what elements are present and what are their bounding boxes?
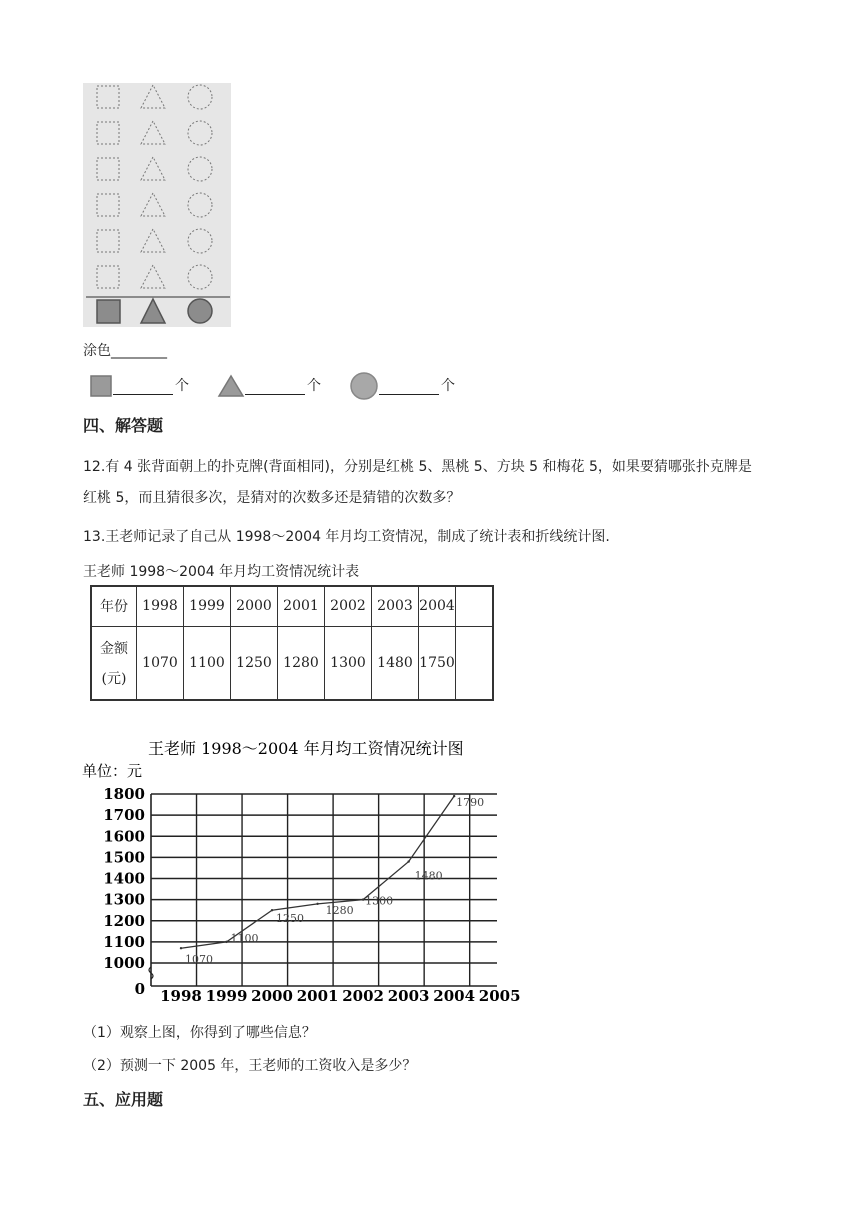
square-count-blank[interactable] xyxy=(113,377,173,395)
question-12-line2: 红桃 5，而且猜很多次，是猜对的次数多还是猜错的次数多？ xyxy=(83,490,461,506)
table-cell: 1480 xyxy=(372,626,419,700)
circle-gray-icon xyxy=(349,371,379,401)
y-tick-label: 1800 xyxy=(103,785,145,803)
triangle-gray-icon xyxy=(217,374,245,398)
dashed-circle-icon xyxy=(188,121,212,145)
data-label: 1070 xyxy=(185,953,213,967)
y-tick-label: 1300 xyxy=(103,890,145,909)
table-row xyxy=(91,586,493,626)
salary-table-wrap xyxy=(90,585,494,701)
x-tick-label: 2001 xyxy=(296,987,339,1005)
table-cell: 1998 xyxy=(137,586,184,626)
table-cell: 1999 xyxy=(184,586,231,626)
table-cell: 2002 xyxy=(325,586,372,626)
dashed-circle-icon xyxy=(188,229,212,253)
dashed-square-icon xyxy=(97,122,119,144)
paint-label: 涂色________ xyxy=(83,343,167,359)
table-cell: 1280 xyxy=(278,626,325,700)
dashed-square-icon xyxy=(97,86,119,108)
dashed-circle-icon xyxy=(188,85,212,109)
table-cell: 1750 xyxy=(419,626,456,700)
data-point xyxy=(225,941,227,943)
table-cell: 1070 xyxy=(137,626,184,700)
salary-table xyxy=(90,585,494,701)
table-cell: 2004 xyxy=(419,586,456,626)
table-cell xyxy=(456,586,494,626)
table-header-year: 年份 xyxy=(91,586,137,626)
data-point xyxy=(453,795,455,797)
filled-triangle-icon xyxy=(141,299,165,323)
x-tick-label: 2005 xyxy=(478,987,521,1005)
salary-line-chart xyxy=(78,730,528,1008)
table-cell: 2001 xyxy=(278,586,325,626)
y-tick-label: 1200 xyxy=(103,911,145,930)
table-cell: 1300 xyxy=(325,626,372,700)
y-tick-label: 1700 xyxy=(103,806,145,825)
table-header-amount: 金额 (元) xyxy=(91,626,137,700)
fill-count-row xyxy=(89,371,455,401)
x-tick-label: 2000 xyxy=(251,987,293,1005)
chart-title: 王老师 1998～2004 年月均工资情况统计图 xyxy=(148,739,464,758)
x-tick-label: 2003 xyxy=(387,987,430,1005)
question-13-sub1: （1）观察上图，你得到了哪些信息？ xyxy=(83,1025,316,1041)
unit-label: 个 xyxy=(441,378,455,394)
dashed-square-icon xyxy=(97,266,119,288)
question-12-line1: 12.有 4 张背面朝上的扑克牌(背面相同)，分别是红桃 5、黑桃 5、方块 5 和梅花 5，如果要猜哪张扑克牌是 xyxy=(83,459,752,475)
dashed-triangle-icon xyxy=(141,157,165,180)
unit-label: 个 xyxy=(307,378,321,394)
data-label: 1300 xyxy=(365,894,394,908)
x-tick-label: 1998 xyxy=(160,987,202,1005)
dashed-square-icon xyxy=(97,194,119,216)
section-title-5: 五、应用题 xyxy=(83,1090,164,1109)
dashed-circle-icon xyxy=(188,157,212,181)
triangle-count-blank[interactable] xyxy=(245,377,305,395)
x-tick-label: 2004 xyxy=(433,987,476,1005)
table-cell: 2000 xyxy=(231,586,278,626)
data-point xyxy=(316,903,318,905)
x-tick-label: 1999 xyxy=(205,987,248,1005)
y-tick-label: 1500 xyxy=(103,848,145,867)
shape-grid xyxy=(83,83,231,327)
dashed-triangle-icon xyxy=(141,193,165,216)
data-label: 1250 xyxy=(276,912,305,926)
data-label: 1790 xyxy=(456,796,485,810)
y-tick-label: 1100 xyxy=(103,932,145,951)
data-label: 1280 xyxy=(325,903,354,917)
circle-count-blank[interactable] xyxy=(379,377,439,395)
table-cell: 1100 xyxy=(184,626,231,700)
y-tick-label: 1000 xyxy=(103,954,145,972)
dashed-triangle-icon xyxy=(141,229,165,252)
series-line xyxy=(181,796,454,948)
table-row xyxy=(91,626,493,700)
x-tick-label: 2002 xyxy=(342,987,384,1005)
table-cell: 2003 xyxy=(372,586,419,626)
section-title-4: 四、解答题 xyxy=(83,416,164,435)
filled-square-icon xyxy=(97,300,120,323)
question-13-intro: 13.王老师记录了自己从 1998～2004 年月均工资情况，制成了统计表和折线统计图. xyxy=(83,529,610,545)
data-point xyxy=(180,947,182,949)
y-tick-label: 0 xyxy=(134,980,145,998)
data-point xyxy=(271,909,273,911)
question-12 xyxy=(83,456,793,509)
chart-ylabel: 单位：元 xyxy=(82,762,143,780)
question-13-sub2: （2）预测一下 2005 年，王老师的工资收入是多少？ xyxy=(83,1058,417,1074)
table-caption: 王老师 1998～2004 年月均工资情况统计表 xyxy=(83,564,360,580)
y-tick-label: 1600 xyxy=(103,827,145,846)
dashed-triangle-icon xyxy=(141,121,165,144)
data-label: 1480 xyxy=(414,869,443,883)
data-label: 1100 xyxy=(230,931,259,945)
y-tick-label: 1400 xyxy=(103,869,145,888)
dashed-circle-icon xyxy=(188,265,212,289)
data-point xyxy=(362,898,364,900)
dashed-square-icon xyxy=(97,230,119,252)
table-cell: 1250 xyxy=(231,626,278,700)
table-cell xyxy=(456,626,494,700)
data-point xyxy=(407,860,409,862)
dashed-triangle-icon xyxy=(141,85,165,108)
dashed-square-icon xyxy=(97,158,119,180)
dashed-triangle-icon xyxy=(141,265,165,288)
unit-label: 个 xyxy=(175,378,189,394)
dashed-circle-icon xyxy=(188,193,212,217)
square-gray-icon xyxy=(89,374,113,398)
filled-circle-icon xyxy=(188,299,212,323)
shape-tracing-panel xyxy=(83,83,231,327)
